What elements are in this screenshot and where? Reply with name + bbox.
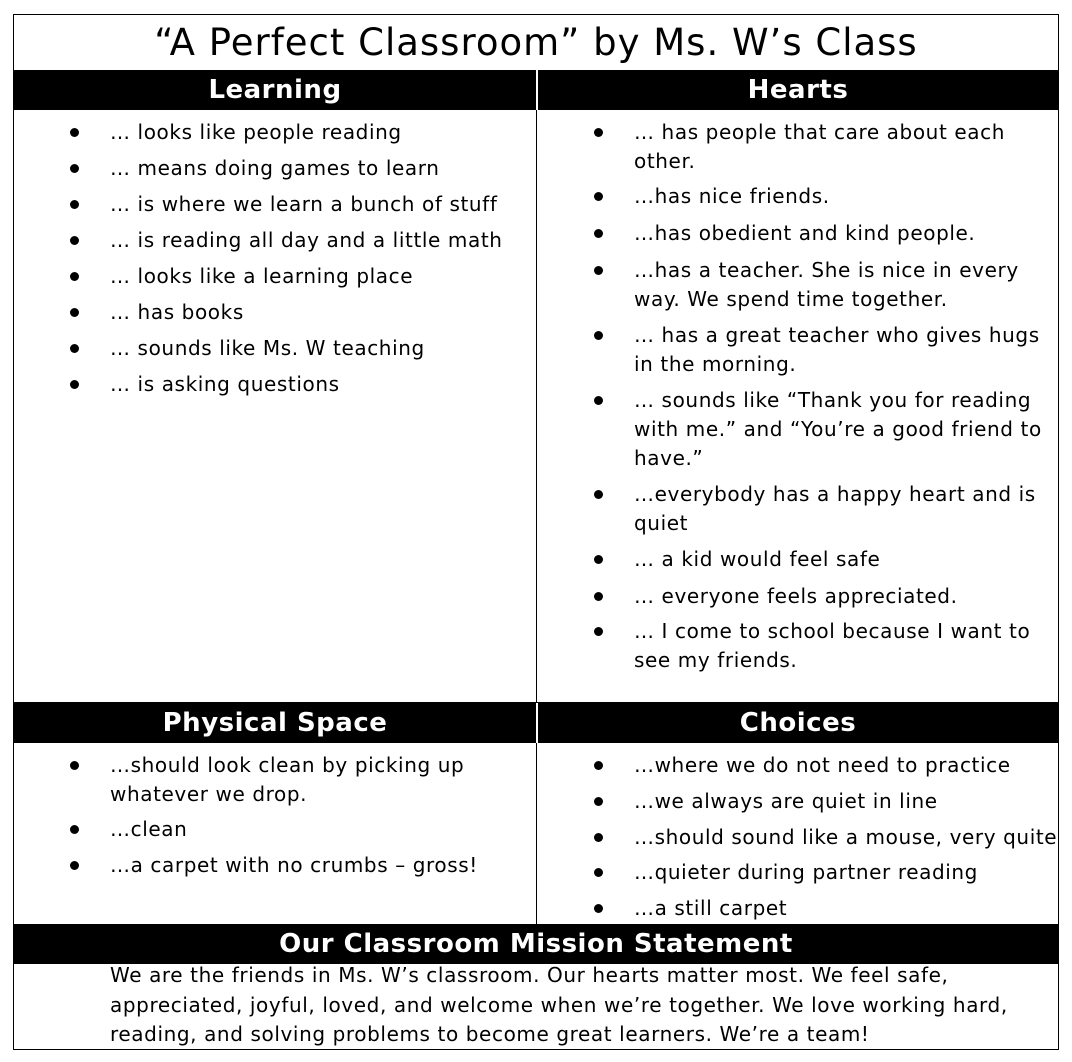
bullet-icon: [594, 592, 603, 601]
list-item: …has nice friends.: [538, 182, 1050, 211]
list-item: … everyone feels appreciated.: [538, 582, 1050, 611]
list-item: … means doing games to learn: [14, 154, 534, 183]
bullet-icon: [70, 128, 79, 137]
column-divider-bottom: [536, 743, 537, 924]
document-sheet: [13, 14, 1059, 1050]
list-item: …should look clean by picking up whatever we drop.: [14, 751, 484, 809]
list-item: …has obedient and kind people.: [538, 219, 1050, 248]
bullet-icon: [70, 761, 79, 770]
list-item: … a kid would feel safe: [538, 545, 1050, 574]
bullet-icon: [70, 380, 79, 389]
hearts-heading: Hearts: [538, 70, 1058, 110]
list-item: …should sound like a mouse, very quite: [538, 823, 1058, 852]
bullet-icon: [594, 266, 603, 275]
bullet-icon: [70, 200, 79, 209]
learning-list: [14, 118, 534, 399]
page-title: “A Perfect Classroom” by Ms. W’s Class: [154, 21, 918, 64]
list-item: …everybody has a happy heart and is quiet: [538, 480, 1050, 538]
bullet-icon: [594, 229, 603, 238]
bullet-icon: [594, 904, 603, 913]
list-item: … looks like people reading: [14, 118, 534, 147]
list-item: … looks like a learning place: [14, 262, 534, 291]
choices-list: [538, 751, 1058, 923]
mission-statement: We are the friends in Ms. W’s classroom. Our hearts matter most. We feel safe, appreciated, joyful, loved, and welcome when we’re together. We love working hard, reading, and solving problems to become great learners. We’re a team!: [110, 963, 1008, 1046]
bullet-icon: [594, 396, 603, 405]
list-item: … is where we learn a bunch of stuff: [14, 190, 534, 219]
choices-heading: Choices: [538, 703, 1058, 743]
list-item: … has books: [14, 298, 534, 327]
physical-space-list: [14, 751, 484, 880]
bullet-icon: [594, 331, 603, 340]
mission-heading: Our Classroom Mission Statement: [14, 924, 1058, 964]
bullet-icon: [70, 272, 79, 281]
bullet-icon: [594, 627, 603, 636]
list-item: …quieter during partner reading: [538, 858, 1058, 887]
list-item: … I come to school because I want to see my friends.: [538, 617, 1050, 675]
bullet-icon: [594, 761, 603, 770]
column-divider-top: [536, 110, 537, 703]
bullet-icon: [70, 861, 79, 870]
row-divider: [14, 702, 1058, 703]
bullet-icon: [594, 490, 603, 499]
list-item: … is reading all day and a little math: [14, 226, 534, 255]
list-item: …a carpet with no crumbs – gross!: [14, 851, 484, 880]
bullet-icon: [70, 344, 79, 353]
bullet-icon: [70, 164, 79, 173]
bullet-icon: [594, 555, 603, 564]
list-item: …a still carpet: [538, 894, 1058, 923]
list-item: …clean: [14, 815, 484, 844]
physical-space-heading: Physical Space: [14, 703, 536, 743]
list-item: …where we do not need to practice: [538, 751, 1058, 780]
list-item: …we always are quiet in line: [538, 787, 1058, 816]
bullet-icon: [594, 833, 603, 842]
list-item: … sounds like Ms. W teaching: [14, 334, 534, 363]
bullet-icon: [594, 128, 603, 137]
list-item: … has people that care about each other.: [538, 118, 1050, 176]
bullet-icon: [70, 825, 79, 834]
list-item: …has a teacher. She is nice in every way. We spend time together.: [538, 256, 1050, 314]
list-item: … has a great teacher who gives hugs in the morning.: [538, 321, 1050, 379]
bullet-icon: [70, 236, 79, 245]
bullet-icon: [594, 192, 603, 201]
bullet-icon: [594, 797, 603, 806]
bullet-icon: [594, 868, 603, 877]
list-item: … is asking questions: [14, 370, 534, 399]
hearts-list: [538, 118, 1050, 675]
list-item: … sounds like “Thank you for reading with me.” and “You’re a good friend to have.”: [538, 386, 1050, 473]
learning-heading: Learning: [14, 70, 536, 110]
bullet-icon: [70, 308, 79, 317]
